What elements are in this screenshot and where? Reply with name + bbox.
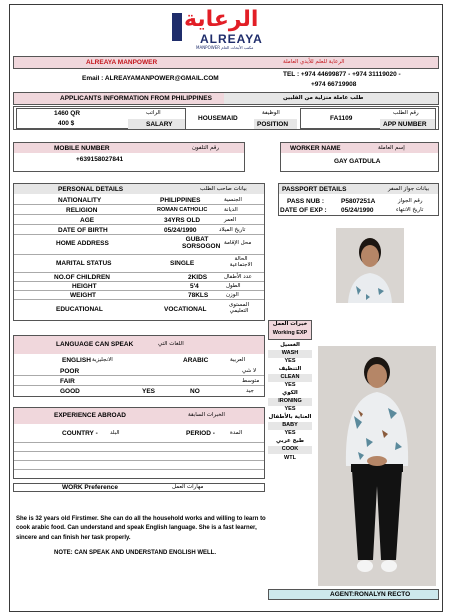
- mobile-value: +639158027841: [76, 156, 124, 163]
- personal-table: [14, 196, 264, 320]
- app-label: APP NUMBER: [383, 121, 427, 128]
- pass-ar: رقم الجواز: [398, 198, 423, 204]
- description-note: NOTE: CAN SPEAK AND UNDERSTAND ENGLISH WELL.: [54, 550, 216, 556]
- description-text: She is 32 years old Firstimer. She can do all the household works and willing to learn to cook arabic food. Can understand and speak English language. She is a fast learner, sincere and can finish her task properly.: [16, 516, 266, 541]
- personal-title-en: PERSONAL DETAILS: [58, 186, 124, 193]
- skill-name: COOK: [268, 446, 312, 454]
- personal-value: 34YRS OLD: [164, 217, 201, 224]
- description-box: [14, 493, 264, 593]
- personal-title-ar: بيانات صاحب الطلب: [200, 186, 247, 192]
- exp-label: DATE OF EXP :: [280, 207, 327, 214]
- mobile-label: MOBILE NUMBER: [54, 145, 110, 152]
- personal-label: AGE: [80, 217, 95, 224]
- english-value: YES: [142, 388, 156, 395]
- salary-usd: 400 $: [58, 120, 75, 127]
- salary-label: SALARY: [146, 121, 173, 128]
- skill-ar: العناية بالأطفال: [268, 414, 312, 420]
- work-pref-title-en: WORK Preference: [62, 484, 118, 491]
- personal-label: HOME ADDRESS: [56, 240, 109, 247]
- position-label: POSITION: [257, 121, 289, 128]
- skill-name: WASH: [268, 350, 312, 358]
- personal-row: [14, 225, 264, 235]
- company-name-ar: الرعاية للعلم للأيدي العاملة: [283, 59, 345, 65]
- language-level: FAIR: [60, 378, 75, 385]
- salary-qr: 1460 QR: [54, 110, 81, 117]
- skill-value: YES: [284, 382, 296, 388]
- passport-title-ar: بيانات جواز السفر: [388, 186, 430, 192]
- skills-title-ar: خبرات العمل: [272, 321, 308, 327]
- work-pref-title-ar: مهارات العمل: [172, 484, 204, 490]
- experience-row: [14, 452, 264, 461]
- personal-row: [14, 273, 264, 282]
- skill-value: YES: [284, 358, 296, 364]
- pass-value: P5807251A: [341, 198, 376, 205]
- personal-row: [14, 205, 264, 215]
- skill-name: BABY: [268, 422, 312, 430]
- arabic-label: ARABIC: [183, 357, 209, 364]
- country-label: COUNTRY -: [62, 430, 98, 437]
- personal-row: [14, 255, 264, 273]
- passport-title-en: PASSPORT DETAILS: [282, 186, 347, 193]
- logo-bar: [172, 13, 182, 41]
- salary-ar: الراتب: [146, 110, 161, 116]
- experience-lines: [14, 442, 264, 478]
- personal-ar: عدد الأطفال: [224, 274, 252, 280]
- tel-line: TEL : +974 44699877 - +974 31119020 -: [283, 71, 401, 78]
- personal-label: NATIONALITY: [58, 197, 102, 204]
- experience-title-en: EXPERIENCE ABROAD: [54, 412, 126, 419]
- exp-value: 05/24/1990: [341, 207, 374, 214]
- email-line: Email : ALREAYAMANPOWER@GMAIL.COM: [82, 75, 219, 82]
- worker-label: WORKER NAME: [290, 145, 341, 152]
- personal-label: EDUCATIONAL: [56, 306, 103, 313]
- experience-title-ar: الخبرات السابقة: [188, 412, 225, 418]
- position-value: HOUSEMAID: [198, 115, 238, 122]
- language-header: [14, 336, 264, 354]
- personal-row: [14, 282, 264, 291]
- language-table: [14, 366, 264, 396]
- language-row: [14, 386, 264, 396]
- language-level: GOOD: [60, 388, 80, 395]
- personal-row: [14, 300, 264, 320]
- personal-value: 2KIDS: [188, 274, 208, 281]
- skill-ar: الغسيل: [280, 342, 300, 348]
- experience-row: [14, 461, 264, 470]
- experience-row: [14, 443, 264, 452]
- worker-value: GAY GATDULA: [334, 158, 381, 165]
- app-ar: رقم الطلب: [393, 110, 419, 116]
- personal-label: RELIGION: [66, 207, 98, 214]
- skills-title-en: Working EXP: [272, 330, 308, 336]
- language-level-ar: جيد: [246, 388, 254, 394]
- exp-ar: تاريخ الانتهاء: [396, 207, 424, 213]
- worker-ar: إسم العاملة: [378, 145, 405, 151]
- english-ar: الانجليزية: [92, 357, 113, 363]
- position-ar: الوظيفة: [262, 110, 280, 116]
- language-level: POOR: [60, 368, 80, 375]
- company-name-en: ALREAYA MANPOWER: [86, 59, 158, 66]
- logo: [170, 7, 288, 50]
- skill-value: YES: [284, 406, 296, 412]
- skill-value: YES: [284, 430, 296, 436]
- country-ar: البلد: [110, 430, 120, 436]
- personal-label: WEIGHT: [70, 292, 96, 299]
- skill-ar: طبخ عربي: [275, 438, 305, 444]
- language-row: [14, 366, 264, 376]
- personal-value: 5'4: [190, 283, 199, 290]
- tel-line-2: +974 66719908: [311, 81, 357, 88]
- personal-value: 05/24/1990: [164, 227, 197, 234]
- language-level-ar: لا شي: [242, 368, 257, 374]
- personal-value: 78KLS: [188, 292, 209, 299]
- personal-ar: تاريخ الميلاد: [219, 227, 246, 233]
- english-label: ENGLISH: [62, 357, 91, 364]
- mobile-ar: رقم التلفون: [192, 145, 220, 151]
- applicants-title-en: APPLICANTS INFORMATION FROM PHILIPPINES: [60, 95, 212, 102]
- personal-label: NO.OF CHILDREN: [54, 274, 110, 281]
- personal-ar: العمر: [224, 217, 237, 223]
- personal-ar: الجنسية: [224, 197, 242, 203]
- logo-arabic: الرعاية: [184, 7, 259, 32]
- personal-label: MARITAL STATUS: [56, 260, 112, 267]
- personal-ar: محل الإقامة: [224, 240, 252, 246]
- personal-ar: الديانة: [224, 207, 238, 213]
- company-bar: [13, 56, 439, 69]
- language-level-ar: متوسط: [242, 378, 260, 384]
- skill-name: CLEAN: [268, 374, 312, 382]
- language-row: [14, 376, 264, 386]
- personal-ar: الطول: [226, 283, 241, 289]
- headshot-photo: [336, 228, 404, 303]
- personal-ar: الوزن: [226, 292, 239, 298]
- personal-ar: الحالة الاجتماعية: [229, 256, 253, 269]
- skill-ar: الكوي: [282, 390, 298, 396]
- personal-row: [14, 291, 264, 300]
- language-title-en: LANGUAGE CAN SPEAK: [56, 341, 134, 348]
- personal-value: PHILIPPINES: [160, 197, 201, 204]
- applicants-title-ar: طلب عاملة منزلية من الفلبين: [283, 95, 364, 101]
- personal-value: VOCATIONAL: [164, 306, 207, 313]
- language-title-ar: اللغات التي: [158, 341, 184, 347]
- logo-tagline: MANPOWER مكتب الأبحاث العام: [196, 45, 254, 50]
- fullbody-photo: [318, 346, 436, 586]
- personal-row: [14, 196, 264, 205]
- skill-value: WTL: [284, 455, 296, 461]
- skill-name: IRONING: [268, 398, 312, 406]
- skill-ar: التنظيف: [278, 366, 302, 372]
- personal-row: [14, 215, 264, 225]
- personal-ar: المستوى التعليمي: [228, 302, 250, 315]
- agent-name: AGENT:RONALYN RECTO: [330, 591, 411, 598]
- period-ar: المدة: [230, 430, 243, 436]
- arabic-value: NO: [190, 388, 200, 395]
- experience-header: [14, 408, 264, 424]
- personal-value: SINGLE: [170, 260, 195, 267]
- personal-value: ROMAN CATHOLIC: [157, 207, 208, 213]
- app-number: FA1109: [330, 115, 353, 122]
- period-label: PERIOD -: [186, 430, 215, 437]
- personal-label: DATE OF BIRTH: [58, 227, 108, 234]
- logo-latin: ALREAYA: [200, 32, 263, 46]
- personal-row: [14, 235, 264, 255]
- personal-label: HEIGHT: [72, 283, 97, 290]
- arabic-ar: العربية: [230, 357, 246, 363]
- work-pref-bar: [13, 483, 265, 492]
- pass-label: PASS NUB :: [287, 198, 325, 205]
- skills-column: [268, 320, 312, 461]
- personal-value: GUBAT SORSOGON: [182, 236, 221, 251]
